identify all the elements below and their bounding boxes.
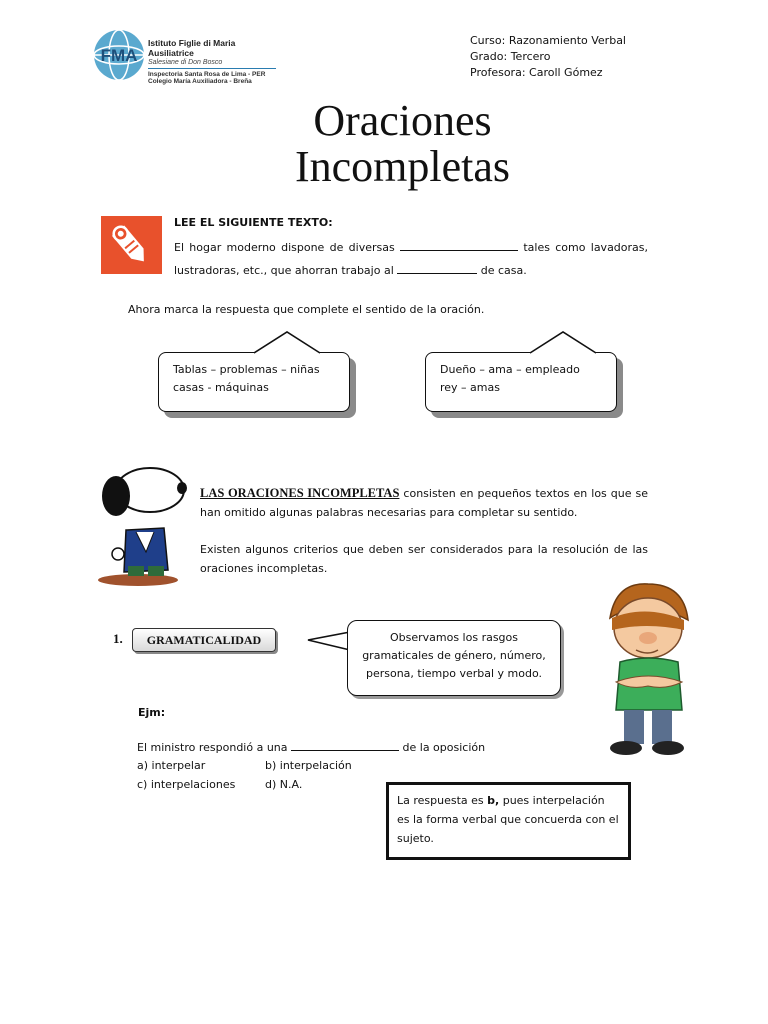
teacher: Profesora: Caroll Gómez bbox=[470, 66, 603, 79]
answer-post: pues interpelación es la forma verbal que concuerda con el sujeto. bbox=[397, 794, 619, 845]
option-box-1[interactable] bbox=[158, 352, 350, 412]
title-line-2: Incompletas bbox=[294, 142, 511, 191]
logo-line-2: Salesiane di Don Bosco bbox=[148, 59, 223, 66]
reading-heading: LEE EL SIGUIENTE TEXTO: bbox=[174, 216, 333, 229]
definition-body: consisten en pequeños textos en los que se han omitido algunas palabras necesarias para completar su sentido. bbox=[200, 487, 648, 519]
answer-pre: La respuesta es bbox=[397, 794, 488, 807]
definition-term: LAS ORACIONES INCOMPLETAS bbox=[200, 486, 400, 500]
snoopy-illustration bbox=[90, 462, 190, 588]
option-b[interactable]: b) interpelación bbox=[265, 759, 352, 772]
callout-pointer bbox=[306, 630, 352, 652]
answer-bold: b, bbox=[487, 794, 500, 807]
option-2-line-2: rey – amas bbox=[440, 381, 500, 394]
callout-pointer bbox=[528, 330, 598, 354]
option-d[interactable]: d) N.A. bbox=[265, 778, 303, 791]
course-name: Curso: Razonamiento Verbal bbox=[470, 34, 626, 47]
reading-text bbox=[174, 236, 648, 282]
option-1-line-1: Tablas – problemas – niñas bbox=[173, 363, 320, 376]
criteria-paragraph: Existen algunos criterios que deben ser considerados para la resolución de las oraciones incompletas. bbox=[200, 543, 648, 575]
course-info bbox=[470, 33, 626, 81]
option-c[interactable]: c) interpelaciones bbox=[137, 778, 236, 791]
reading-icon bbox=[101, 216, 162, 274]
reading-part-3: de casa. bbox=[480, 264, 527, 277]
title-line-1: Oraciones bbox=[313, 96, 492, 145]
grade: Grado: Tercero bbox=[470, 50, 551, 63]
example-blank[interactable] bbox=[291, 740, 399, 751]
option-box-2[interactable] bbox=[425, 352, 617, 412]
example-label: Ejm: bbox=[138, 706, 166, 719]
page-title bbox=[0, 98, 768, 190]
answer-box bbox=[386, 782, 631, 860]
gramaticalidad-callout: Observamos los rasgos gramaticales de género, número, persona, tiempo verbal y modo. bbox=[347, 620, 561, 696]
example-sentence-b: de la oposición bbox=[402, 741, 486, 754]
logo-line-3: Inspectoria Santa Rosa de Lima - PER bbox=[148, 71, 266, 78]
callout-pointer bbox=[252, 330, 322, 354]
logo-line-1: Istituto Figlie di Maria Ausiliatrice bbox=[148, 38, 236, 58]
option-a[interactable]: a) interpelar bbox=[137, 759, 206, 772]
school-logo bbox=[92, 26, 282, 86]
logo-rule bbox=[148, 68, 276, 69]
example-sentence-a: El ministro respondió a una bbox=[137, 741, 288, 754]
instruction-text: Ahora marca la respuesta que complete el sentido de la oración. bbox=[128, 303, 485, 316]
logo-mark: FMA bbox=[100, 46, 138, 65]
option-2-line-1: Dueño – ama – empleado bbox=[440, 363, 580, 376]
boy-illustration bbox=[596, 578, 696, 758]
definition-paragraph bbox=[200, 484, 648, 522]
blank-1[interactable] bbox=[400, 240, 518, 251]
example-sentence bbox=[137, 740, 485, 754]
globe-logo-icon bbox=[92, 28, 146, 82]
reading-part-2: tales como lavadoras, lustradoras, etc., que ahorran trabajo al bbox=[174, 241, 649, 277]
gramaticalidad-button[interactable]: GRAMATICALIDAD bbox=[132, 628, 276, 652]
blank-2[interactable] bbox=[397, 263, 477, 274]
logo-line-4: Colegio María Auxiliadora - Breña bbox=[148, 78, 252, 85]
option-1-line-2: casas - máquinas bbox=[173, 381, 269, 394]
reading-part-1: El hogar moderno dispone de diversas bbox=[174, 241, 395, 254]
section-number: 1. bbox=[113, 631, 123, 646]
